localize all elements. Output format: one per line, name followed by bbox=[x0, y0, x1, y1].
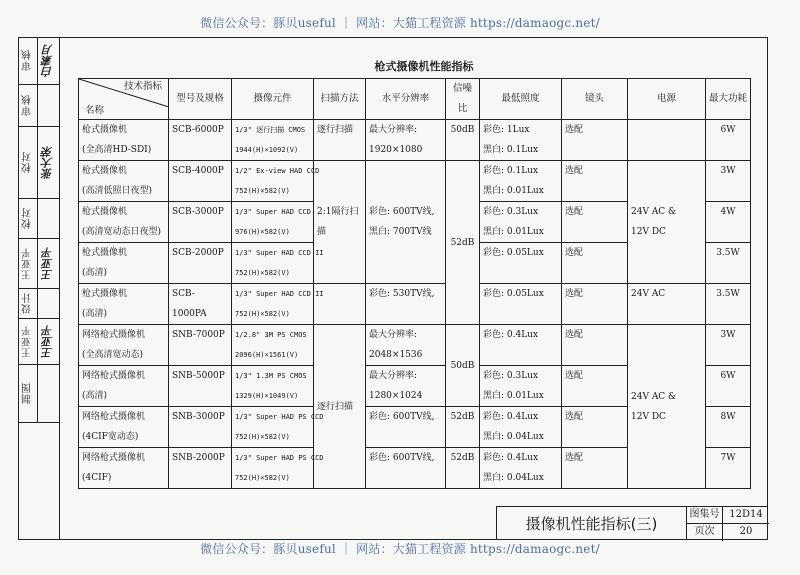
signature bbox=[38, 365, 58, 422]
lens-cell: 选配 bbox=[562, 448, 628, 489]
sidebar-cell bbox=[18, 199, 59, 239]
lens-cell: 选配 bbox=[562, 284, 628, 325]
header-name-cell bbox=[79, 79, 169, 120]
snr-cell: 50dB bbox=[446, 120, 480, 161]
sensor-cell: 1/2" Ex-view HAD CCD 752(H)×582(V) bbox=[232, 161, 314, 202]
name-cell: 网络枪式摄像机 (高清) bbox=[79, 366, 169, 407]
atlas-value: 12D14 bbox=[723, 507, 769, 524]
sidebar-cell bbox=[18, 239, 59, 289]
header-name: 名称 bbox=[85, 105, 105, 116]
signature: 王亚平 bbox=[41, 325, 54, 358]
sidebar-label: 审核 bbox=[22, 94, 34, 117]
sidebar-label: 审核 bbox=[22, 49, 34, 72]
resolution-cell: 最大分辨率: 1280×1024 bbox=[366, 366, 446, 407]
name-cell: 枪式摄像机 (高清) bbox=[79, 284, 169, 325]
scan-cell: 逐行扫描 bbox=[314, 120, 366, 161]
model-cell: SNB-7000P bbox=[169, 325, 232, 366]
model-cell: SCB-4000P bbox=[169, 161, 232, 202]
illum-cell: 彩色: 0.05Lux bbox=[480, 284, 562, 325]
model-cell: SCB-2000P bbox=[169, 243, 232, 284]
sidebar-label: 校对 bbox=[22, 151, 34, 174]
resolution-cell: 最大分辨率: 2048×1536 bbox=[366, 325, 446, 366]
header-tech-index: 技术指标 bbox=[123, 81, 162, 92]
page-label: 页次 bbox=[687, 524, 723, 541]
model-cell: SNB-5000P bbox=[169, 366, 232, 407]
lens-cell: 选配 bbox=[562, 325, 628, 366]
power-cell: 24V AC & 12V DC bbox=[628, 161, 706, 284]
resolution-cell: 最大分辨率: 1920×1080 bbox=[366, 120, 446, 161]
header-snr: 信噪比 bbox=[446, 79, 480, 120]
illum-cell: 彩色: 0.3Lux 黑白: 0.01Lux bbox=[480, 202, 562, 243]
lens-cell: 选配 bbox=[562, 120, 628, 161]
title-block bbox=[496, 506, 768, 540]
snr-cell: 52dB bbox=[446, 161, 480, 325]
header-resolution: 水平分辨率 bbox=[366, 79, 446, 120]
signature bbox=[38, 199, 58, 238]
resolution-cell: 彩色: 600TV线, bbox=[366, 407, 446, 448]
table-row bbox=[79, 325, 751, 366]
power-cell bbox=[628, 120, 706, 161]
spec-table bbox=[78, 78, 751, 489]
maxpower-cell: 4W bbox=[706, 202, 751, 243]
signature: 王亚平 bbox=[41, 247, 54, 280]
sidebar-cell bbox=[18, 85, 59, 127]
maxpower-cell: 7W bbox=[706, 448, 751, 489]
snr-cell: 52dB bbox=[446, 448, 480, 489]
drawing-name: 摄像机性能指标(三) bbox=[497, 507, 687, 540]
sensor-cell: 1/3" Super HAD PS CCD 752(H)×582(V) bbox=[232, 407, 314, 448]
sensor-cell: 1/3" Super HAD CCD II 752(H)×582(V) bbox=[232, 243, 314, 284]
table-header-row bbox=[79, 79, 751, 120]
header-illum: 最低照度 bbox=[480, 79, 562, 120]
scan-cell: 2:1隔行扫描 bbox=[314, 161, 366, 284]
resolution-cell: 彩色: 600TV线, bbox=[366, 448, 446, 489]
model-cell: SNB-3000P bbox=[169, 407, 232, 448]
lens-cell: 选配 bbox=[562, 366, 628, 407]
sidebar-label: 王亚平 bbox=[22, 247, 34, 280]
model-cell: SCB-1000PA bbox=[169, 284, 232, 325]
maxpower-cell: 6W bbox=[706, 366, 751, 407]
header-sensor: 摄像元件 bbox=[232, 79, 314, 120]
sensor-cell: 1/3" Super HAD PS CCD 752(H)×582(V) bbox=[232, 448, 314, 489]
sidebar-label: 制图 bbox=[22, 382, 34, 405]
lens-cell: 选配 bbox=[562, 202, 628, 243]
maxpower-cell: 3W bbox=[706, 325, 751, 366]
illum-cell: 彩色: 0.05Lux bbox=[480, 243, 562, 284]
sidebar-label: 设计 bbox=[22, 292, 34, 315]
lens-cell: 选配 bbox=[562, 243, 628, 284]
sensor-cell: 1/3" Super HAD CCD II 752(H)×582(V) bbox=[232, 284, 314, 325]
watermark-bottom: 微信公众号：豚贝useful ｜ 网站：大猫工程资源 https://damaogc.net/ bbox=[200, 542, 600, 556]
sensor-cell: 1/2.8" 3M PS CMOS 2096(H)×1561(V) bbox=[232, 325, 314, 366]
sidebar-label: 王亚平 bbox=[22, 325, 34, 358]
name-cell: 网络枪式摄像机 (4CIF) bbox=[79, 448, 169, 489]
table-title: 枪式摄像机性能指标 bbox=[374, 60, 474, 73]
signature bbox=[38, 85, 58, 126]
sensor-cell: 1/3" 逐行扫描 CMOS 1944(H)×1092(V) bbox=[232, 120, 314, 161]
scan-cell: 逐行扫描 bbox=[314, 325, 366, 489]
header-model: 型号及规格 bbox=[169, 79, 232, 120]
illum-cell: 彩色: 1Lux 黑白: 0.1Lux bbox=[480, 120, 562, 161]
lens-cell: 选配 bbox=[562, 161, 628, 202]
maxpower-cell: 3W bbox=[706, 161, 751, 202]
illum-cell: 彩色: 0.1Lux 黑白: 0.01Lux bbox=[480, 161, 562, 202]
signature: 张大荣 bbox=[41, 146, 54, 179]
illum-cell: 彩色: 0.3Lux 黑白: 0.01Lux bbox=[480, 366, 562, 407]
table-row bbox=[79, 120, 751, 161]
name-cell: 枪式摄像机 (高清宽动态日夜型) bbox=[79, 202, 169, 243]
page-value: 20 bbox=[739, 526, 753, 537]
model-cell: SNB-2000P bbox=[169, 448, 232, 489]
name-cell: 枪式摄像机 (高清) bbox=[79, 243, 169, 284]
power-cell: 24V AC & 12V DC bbox=[628, 325, 706, 489]
name-cell: 枪式摄像机 (全高清HD-SDI) bbox=[79, 120, 169, 161]
sidebar-cell bbox=[18, 319, 59, 365]
name-cell: 网络枪式摄像机 (全高清宽动态) bbox=[79, 325, 169, 366]
resolution-cell: 彩色: 530TV线, bbox=[366, 284, 446, 325]
illum-cell: 彩色: 0.4Lux 黑白: 0.04Lux bbox=[480, 448, 562, 489]
sensor-cell: 1/3" 1.3M PS CMOS 1329(H)×1049(V) bbox=[232, 366, 314, 407]
sidebar-cell bbox=[18, 289, 59, 319]
header-maxpower: 最大功耗 bbox=[706, 79, 751, 120]
snr-cell: 52dB bbox=[446, 407, 480, 448]
header-power: 电源 bbox=[628, 79, 706, 120]
model-cell: SCB-6000P bbox=[169, 120, 232, 161]
watermark-top: 微信公众号：豚贝useful ｜ 网站：大猫工程资源 https://damaogc.net/ bbox=[200, 16, 600, 30]
table-row bbox=[79, 161, 751, 202]
resolution-cell: 彩色: 600TV线, 黑白: 700TV线 bbox=[366, 161, 446, 284]
header-lens: 镜头 bbox=[562, 79, 628, 120]
snr-cell: 50dB bbox=[446, 325, 480, 407]
lens-cell: 选配 bbox=[562, 407, 628, 448]
name-cell: 枪式摄像机 (高清低照日夜型) bbox=[79, 161, 169, 202]
power-cell: 24V AC bbox=[628, 284, 706, 325]
approval-sidebar bbox=[18, 37, 60, 540]
illum-cell: 彩色: 0.4Lux bbox=[480, 325, 562, 366]
maxpower-cell: 3.5W bbox=[706, 243, 751, 284]
signature: 白素月 bbox=[41, 44, 54, 77]
atlas-label: 图集号 bbox=[687, 507, 723, 524]
table-row bbox=[79, 284, 751, 325]
header-scan: 扫描方法 bbox=[314, 79, 366, 120]
sidebar-cell bbox=[18, 37, 59, 85]
maxpower-cell: 8W bbox=[706, 407, 751, 448]
sidebar-cell bbox=[18, 127, 59, 199]
illum-cell: 彩色: 0.4Lux 黑白: 0.04Lux bbox=[480, 407, 562, 448]
sidebar-label: 校对 bbox=[22, 207, 34, 230]
maxpower-cell: 3.5W bbox=[706, 284, 751, 325]
sensor-cell: 1/3" Super HAD CCD 976(H)×582(V) bbox=[232, 202, 314, 243]
signature bbox=[38, 289, 58, 318]
sidebar-cell bbox=[18, 365, 59, 423]
model-cell: SCB-3000P bbox=[169, 202, 232, 243]
name-cell: 网络枪式摄像机 (4CIF宽动态) bbox=[79, 407, 169, 448]
maxpower-cell: 6W bbox=[706, 120, 751, 161]
